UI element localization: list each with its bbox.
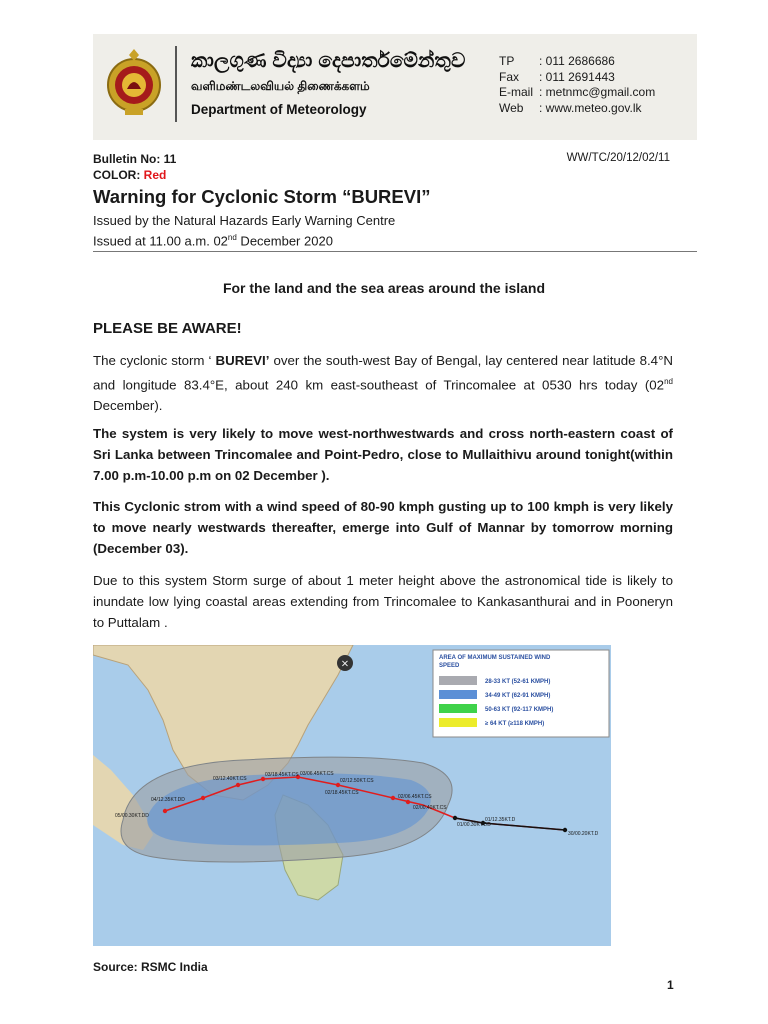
map-canvas [93,645,611,946]
organisation-names [191,50,466,117]
legend-title: AREA OF MAXIMUM SUSTAINED WIND [439,655,551,661]
contact-fax: Fax : 011 2691443 [499,69,615,84]
contact-block [499,54,655,116]
org-name-english: Department of Meteorology [191,102,367,117]
track-label: 05/00.30KT.DD [115,813,149,819]
legend-label: 34-49 KT (62-91 KMPH) [485,693,551,699]
track-point-04-12 [201,796,205,800]
legend-swatch-green [439,704,477,713]
paragraph-surge: Due to this system Storm surge of about 1 meter height above the astronomical tide is likely to inundate low lying coastal areas extending from Trincomalee to Kankasanthurai and in Pooneryn to Puttalam . [93,573,673,630]
issue-details [93,212,395,249]
legend-title-2: SPEED [439,663,460,669]
bulletin-reference: WW/TC/20/12/02/11 [566,152,670,164]
bulletin-info [93,151,176,183]
track-point-30-00 [563,828,567,832]
track-label: 01/00.30KT.DD [457,822,491,828]
warning-title: Warning for Cyclonic Storm “BUREVI” [93,186,431,207]
track-point-02-06 [406,800,410,804]
legend-swatch-grey [439,676,477,685]
contact-tp: TP : 011 2686686 [499,54,615,68]
map-close-button[interactable] [337,655,353,671]
letterhead [93,34,697,140]
paragraph-wind: This Cyclonic strom with a wind speed of 80-90 kmph gusting up to 100 kmph is very likely to move nearly westwards thereafter, emerge into Gulf of Mannar by tomorrow morning (December 03). [93,499,673,556]
legend-swatch-yellow [439,718,477,727]
paragraph-position: The cyclonic storm ‘ BUREVI’ over the south-west Bay of Bengal, lay centered near latitude 8.4°N and longitude 83.4°E, about 240 km east-southeast of Trincomalee at 0530 hrs today (02nd December). [93,353,673,414]
area-heading: For the land and the sea areas around the island [222,280,546,296]
track-label: 02/18.45KT.CS [325,790,359,796]
track-point-02-12 [391,796,395,800]
title-rule [93,251,697,252]
track-label: 02/06.45KT.CS [398,794,432,800]
track-point-01-12 [453,816,457,820]
track-label: 30/00.20KT.D [568,831,599,837]
track-label: 02/12.50KT.CS [340,778,374,784]
contact-web: Web : www.meteo.gov.lk [499,100,642,115]
contact-email: E-mail : metnmc@gmail.com [499,85,656,99]
cyclone-track-map [93,645,611,946]
issued-at: Issued at 11.00 a.m. 02nd December 2020 [93,233,333,249]
svg-text:×: × [340,658,350,670]
page-number: 1 [667,978,674,992]
aware-heading: PLEASE BE AWARE! [93,320,242,337]
issued-by: Issued by the Natural Hazards Early Warning Centre [93,213,396,228]
track-point-04-00 [236,783,240,787]
track-label: 03/06.45KT.CS [300,771,334,777]
map-legend [433,650,609,737]
track-label: 04/12.35KT.DD [151,797,185,803]
bulletin-color: COLOR: Red [93,168,167,182]
divider-bar [175,46,177,122]
sri-lanka-emblem-icon [105,47,163,119]
paragraph-movement: The system is very likely to move west-northwestwards and cross north-eastern coast of Sri Lanka between Trincomalee and Point-Pedro, close to Mullaithivu around tonight(within 7.00 p.m-10.00 p.m on 02 December ). [93,426,673,483]
track-label: 03/12.40KT.CS [213,776,247,782]
track-point-05-00 [163,809,167,813]
track-label: 01/12.35KT.D [485,817,516,823]
legend-label: 28-33 KT (52-61 KMPH) [485,679,551,685]
org-name-tamil: வளிமண்டலவியல் திணைக்களம் [191,79,370,93]
legend-swatch-blue [439,690,477,699]
map-source: Source: RSMC India [93,960,208,974]
bulletin-number: Bulletin No: 11 [93,152,177,166]
org-name-sinhala: කාලගුණ විද්‍යා දෙපාර්තමේන්තුව [191,50,466,72]
track-label: 03/18.45KT.CS [265,772,299,778]
legend-label: 50-63 KT (92-117 KMPH) [485,707,554,713]
track-label: 02/00.40KT.CS [413,805,447,811]
legend-label: ≥ 64 KT (≥118 KMPH) [485,721,545,727]
